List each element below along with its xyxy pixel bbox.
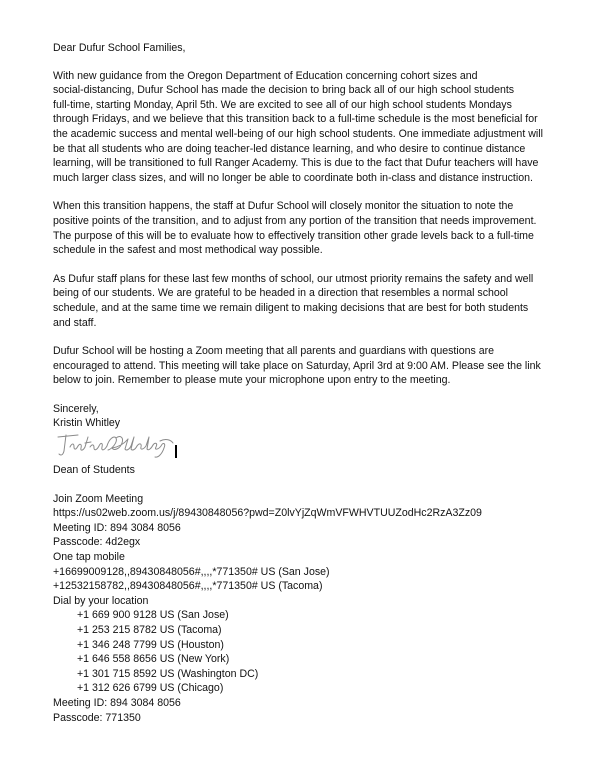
dial-label: Dial by your location (53, 594, 149, 607)
text-cursor (175, 445, 177, 458)
paragraph-line: schedule in the safest and most methodical way possible. (53, 244, 323, 257)
paragraph-line: social-distancing, Dufur School has made the decision to bring back all of our high school students (53, 84, 515, 97)
paragraph-line: positive points of the transition, and to adjust from any portion of the transition that needs improvement. (53, 214, 537, 227)
paragraph-3 (53, 272, 573, 330)
paragraph-line: Dufur School will be hosting a Zoom meeting that all parents and guardians with questions are (53, 345, 495, 358)
paragraph-line: and staff. (53, 316, 97, 329)
zoom-info (53, 492, 573, 726)
paragraph-line: full-time, starting Monday, April 5th. We are excited to see all of our high school students Mondays (53, 98, 512, 111)
paragraph-line: As Dufur staff plans for these last few months of school, our utmost priority remains the safety and well (53, 272, 534, 285)
paragraph-line: With new guidance from the Oregon Department of Education concerning cohort sizes and (53, 69, 478, 82)
paragraph-line: learning, will be transitioned to full Ranger Academy. This is due to the fact that Dufur teachers will have (53, 157, 539, 170)
paragraph-4 (53, 344, 573, 388)
paragraph-line: below to join. Remember to please mute your microphone upon entry to the meeting. (53, 374, 451, 387)
dial-number: +1 669 900 9128 US (San Jose) (77, 609, 229, 622)
paragraph-line: When this transition happens, the staff at Dufur School will closely monitor the situation to note the (53, 200, 514, 213)
zoom-link[interactable]: https://us02web.zoom.us/j/89430848056?pwd=Z0lvYjZqWmVFWHVTUUZodHc2RzA3Zz09 (53, 507, 482, 520)
one-tap-number: +16699009128,,89430848056#,,,,*771350# US (San Jose) (53, 565, 330, 578)
paragraph-1 (53, 69, 573, 186)
paragraph-line: encouraged to attend. This meeting will take place on Saturday, April 3rd at 9:00 AM. Please see the link (53, 359, 541, 372)
paragraph-line: being of our students. We are grateful to be headed in a direction that resembles a normal school (53, 287, 509, 300)
passcode-repeat: Passcode: 771350 (53, 711, 141, 724)
passcode: Passcode: 4d2egx (53, 536, 141, 549)
one-tap-number: +12532158782,,89430848056#,,,,*771350# US (Tacoma) (53, 580, 323, 593)
signer-title: Dean of Students (53, 464, 135, 477)
paragraph-2 (53, 199, 573, 257)
paragraph-line: much larger class sizes, and will no longer be able to coordinate both in-class and distance instruction. (53, 171, 533, 184)
dial-number: +1 253 215 8782 US (Tacoma) (77, 624, 222, 636)
dial-number: +1 646 558 8656 US (New York) (77, 653, 230, 666)
signer-name: Kristin Whitley (53, 417, 121, 430)
signature (53, 431, 203, 461)
one-tap-label: One tap mobile (53, 551, 125, 564)
letter-body (53, 41, 573, 725)
greeting: Dear Dufur School Families, (53, 42, 186, 54)
dial-number: +1 301 715 8592 US (Washington DC) (77, 667, 259, 680)
paragraph-line: be that all students who are doing teacher-led distance learning, and who desire to continue distance (53, 142, 526, 155)
zoom-heading: Join Zoom Meeting (53, 492, 144, 505)
paragraph-line: the academic success and mental well-being of our high school students. One immediate adjustment will (53, 127, 543, 140)
signature-image (52, 429, 182, 461)
closing: Sincerely, (53, 402, 99, 415)
dial-number: +1 346 248 7799 US (Houston) (77, 638, 224, 651)
meeting-id-repeat: Meeting ID: 894 3084 8056 (53, 696, 181, 709)
paragraph-line: The purpose of this will be to evaluate how to effectively transition other grade levels back to a full-time (53, 229, 534, 242)
dial-number: +1 312 626 6799 US (Chicago) (77, 682, 224, 695)
paragraph-line: schedule, and at the same time we remain diligent to making decisions that are best for both students (53, 301, 529, 314)
meeting-id: Meeting ID: 894 3084 8056 (53, 521, 181, 534)
paragraph-line: through Fridays, and we believe that this transition back to a full-time schedule is the most beneficial for (53, 113, 538, 126)
